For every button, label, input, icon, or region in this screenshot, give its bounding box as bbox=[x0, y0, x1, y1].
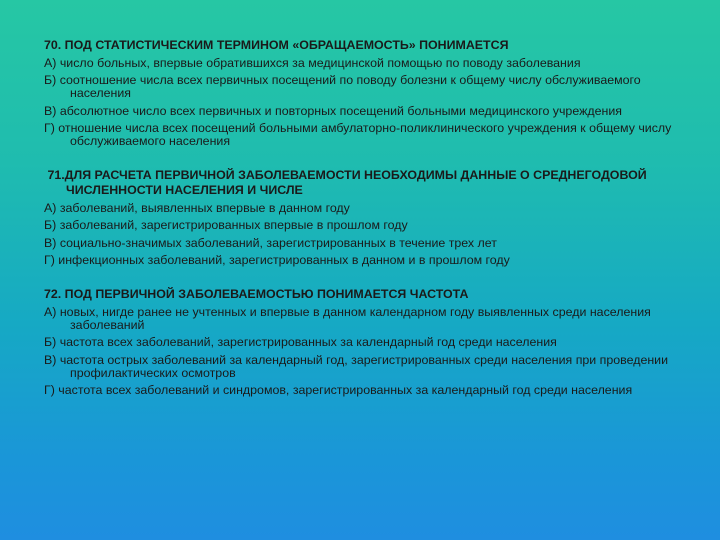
answer-option-d: Г) инфекционных заболеваний, зарегистрированных в данном и в прошлом году bbox=[44, 252, 510, 267]
answer-options bbox=[44, 202, 684, 267]
question-title: 70. ПОД СТАТИСТИЧЕСКИМ ТЕРМИНОМ «ОБРАЩАЕМОСТЬ» ПОНИМАЕТСЯ bbox=[44, 38, 509, 52]
answer-options bbox=[44, 57, 684, 148]
answer-option-c: В) социально-значимых заболеваний, зарегистрированных в течение трех лет bbox=[44, 235, 497, 250]
answer-option-c: В) частота острых заболеваний за календарный год, зарегистрированных среди населения при проведении профилактических осмотров bbox=[44, 352, 669, 380]
answer-option-a: А) новых, нигде ранее не учтенных и впервые в данном календарном году выявленных среди населения заболеваний bbox=[44, 305, 651, 333]
answer-option-d: Г) отношение числа всех посещений больными амбулаторно-поликлинического учреждения к общему числу обслуживаемого населения bbox=[44, 120, 672, 149]
answer-option-b: Б) частота всех заболеваний, зарегистрированных за календарный год среди населения bbox=[44, 335, 557, 350]
slide-content bbox=[44, 38, 684, 417]
question-title: 72. ПОД ПЕРВИЧНОЙ ЗАБОЛЕВАЕМОСТЬЮ ПОНИМАЕТСЯ ЧАСТОТА bbox=[44, 287, 469, 302]
question-70 bbox=[44, 38, 684, 148]
answer-option-d: Г) частота всех заболеваний и синдромов, зарегистрированных за календарный год среди населения bbox=[44, 383, 633, 398]
question-title: 71.ДЛЯ РАСЧЕТА ПЕРВИЧНОЙ ЗАБОЛЕВАЕМОСТИ НЕОБХОДИМЫ ДАННЫЕ О СРЕДНЕГОДОВОЙ ЧИСЛЕННОСТИ НАСЕЛЕНИЯ И ЧИСЛЕ bbox=[44, 168, 651, 198]
answer-option-b: Б) заболеваний, зарегистрированных впервые в прошлом году bbox=[44, 218, 408, 233]
answer-option-c: В) абсолютное число всех первичных и повторных посещений больными медицинского учреждения bbox=[44, 103, 622, 118]
question-71 bbox=[44, 168, 684, 267]
answer-options bbox=[44, 306, 684, 397]
answer-option-b: Б) соотношение числа всех первичных посещений по поводу болезни к общему числу обслуживаемого населения bbox=[44, 73, 641, 101]
answer-option-a: А) заболеваний, выявленных впервые в данном году bbox=[44, 201, 350, 216]
question-72 bbox=[44, 287, 684, 397]
answer-option-a: А) число больных, впервые обратившихся за медицинской помощью по поводу заболевания bbox=[44, 56, 581, 70]
